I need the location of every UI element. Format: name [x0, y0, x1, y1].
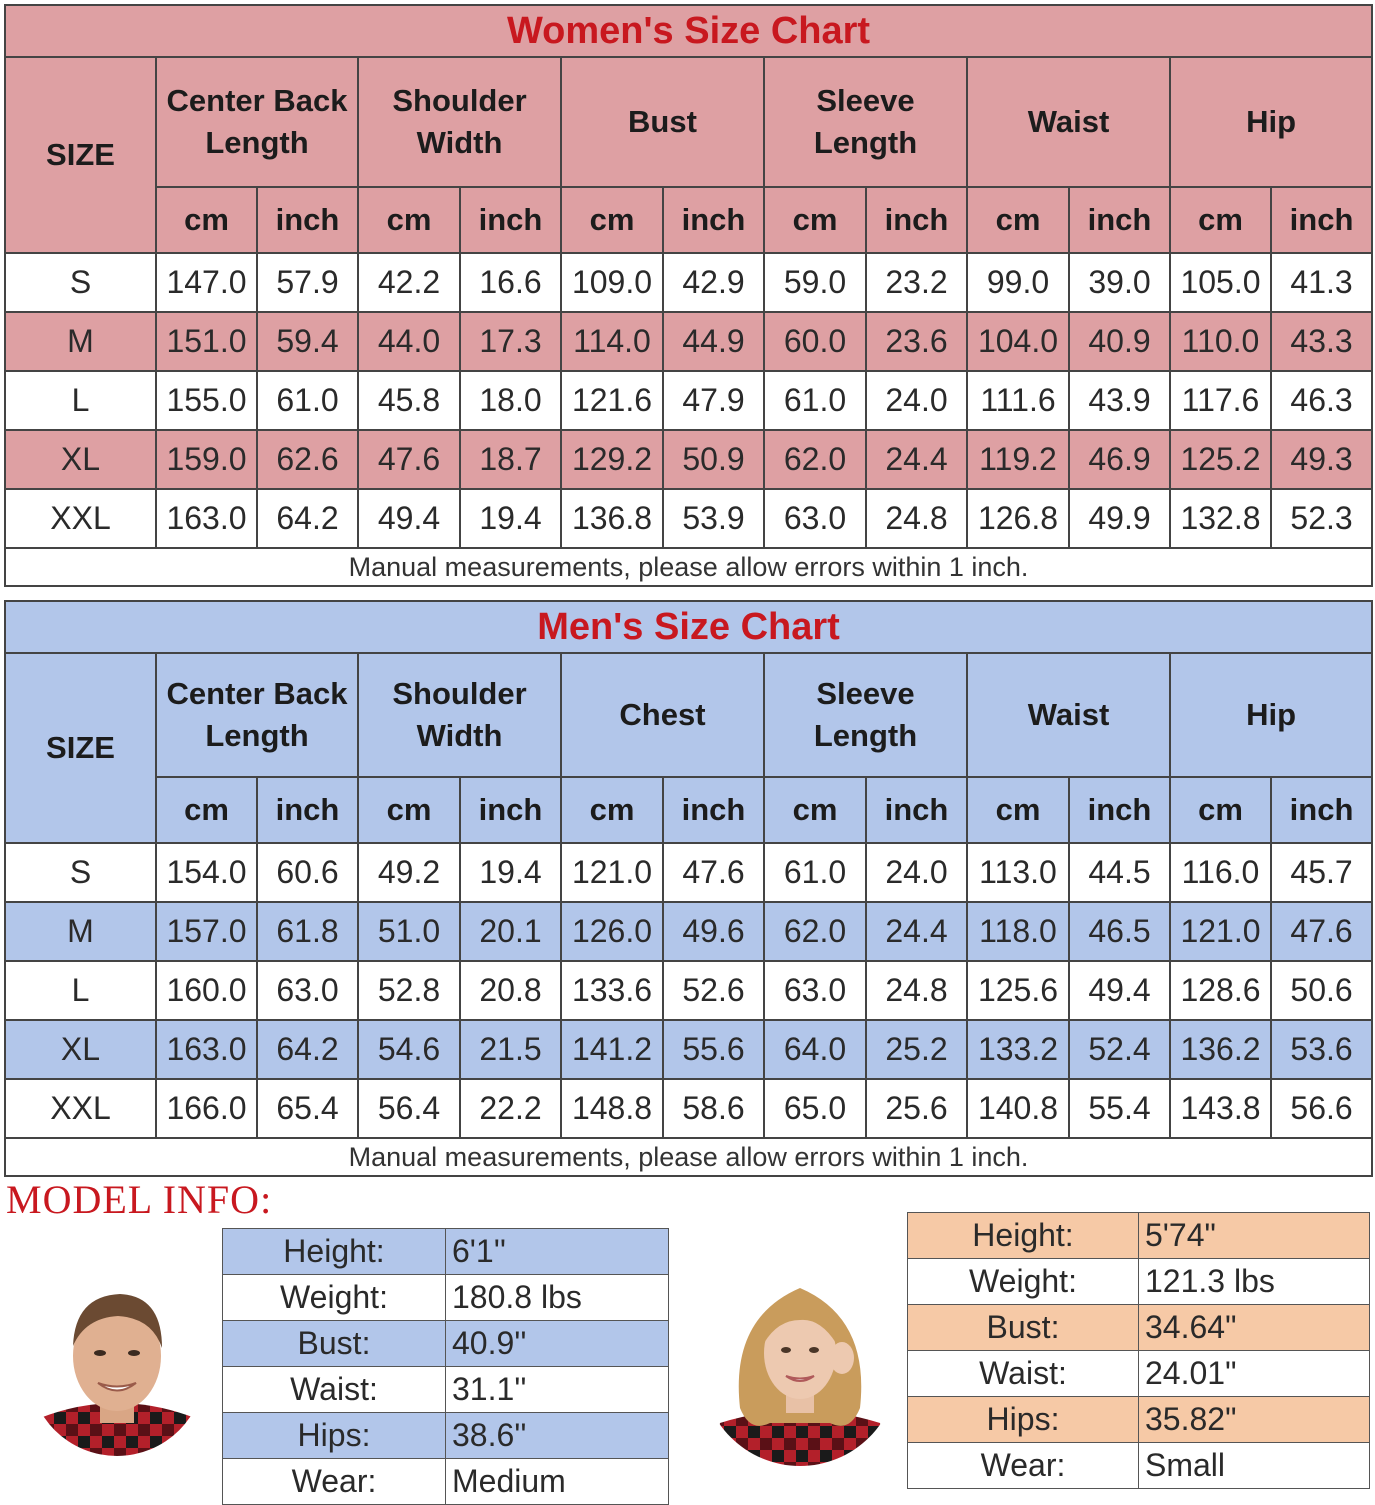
unit-cm-header: cm [1170, 777, 1271, 843]
measurement-cell: 24.4 [866, 430, 967, 489]
measurement-cell: 56.6 [1271, 1079, 1372, 1138]
measurement-cell: 61.8 [257, 902, 358, 961]
size-cell: M [5, 312, 156, 371]
info-value: 35.82" [1139, 1397, 1370, 1443]
measurement-cell: 49.4 [1069, 961, 1170, 1020]
info-label: Waist: [223, 1367, 446, 1413]
measurement-cell: 49.4 [358, 489, 460, 548]
measurement-cell: 61.0 [764, 843, 866, 902]
measurement-cell: 133.6 [561, 961, 663, 1020]
men-size-chart [4, 600, 1373, 1177]
info-value: 180.8 lbs [446, 1275, 669, 1321]
info-value: 6'1'' [446, 1229, 669, 1275]
measurement-cell: 18.0 [460, 371, 561, 430]
measurement-cell: 22.2 [460, 1079, 561, 1138]
measurement-cell: 154.0 [156, 843, 257, 902]
measurement-cell: 99.0 [967, 253, 1069, 312]
measurement-cell: 141.2 [561, 1020, 663, 1079]
measurement-cell: 24.8 [866, 489, 967, 548]
info-row [908, 1305, 1370, 1351]
unit-cm-header: cm [156, 187, 257, 253]
measurement-cell: 25.6 [866, 1079, 967, 1138]
measurement-cell: 58.6 [663, 1079, 764, 1138]
measurement-cell: 143.8 [1170, 1079, 1271, 1138]
unit-inch-header: inch [1069, 187, 1170, 253]
unit-cm-header: cm [156, 777, 257, 843]
measurement-cell: 54.6 [358, 1020, 460, 1079]
measurement-cell: 61.0 [257, 371, 358, 430]
measurement-cell: 148.8 [561, 1079, 663, 1138]
measurement-cell: 20.1 [460, 902, 561, 961]
measurement-cell: 47.6 [663, 843, 764, 902]
measurement-cell: 136.2 [1170, 1020, 1271, 1079]
measurement-cell: 118.0 [967, 902, 1069, 961]
unit-cm-header: cm [764, 777, 866, 843]
info-row [908, 1213, 1370, 1259]
measurement-cell: 20.8 [460, 961, 561, 1020]
measurement-cell: 23.2 [866, 253, 967, 312]
size-header: SIZE [5, 57, 156, 253]
measurement-cell: 155.0 [156, 371, 257, 430]
info-label: Waist: [908, 1351, 1139, 1397]
measurement-cell: 24.8 [866, 961, 967, 1020]
measurement-note: Manual measurements, please allow errors within 1 inch. [5, 548, 1372, 586]
measurement-cell: 65.4 [257, 1079, 358, 1138]
table-row [5, 902, 1372, 961]
measurement-cell: 55.4 [1069, 1079, 1170, 1138]
measurement-cell: 60.6 [257, 843, 358, 902]
measurement-cell: 119.2 [967, 430, 1069, 489]
measurement-cell: 62.6 [257, 430, 358, 489]
info-label: Bust: [223, 1321, 446, 1367]
measurement-cell: 104.0 [967, 312, 1069, 371]
size-cell: S [5, 253, 156, 312]
measurement-cell: 126.0 [561, 902, 663, 961]
measurement-cell: 24.4 [866, 902, 967, 961]
measurement-cell: 46.9 [1069, 430, 1170, 489]
measurement-cell: 53.9 [663, 489, 764, 548]
measurement-cell: 16.6 [460, 253, 561, 312]
measurement-cell: 117.6 [1170, 371, 1271, 430]
measurement-cell: 125.2 [1170, 430, 1271, 489]
info-value: 34.64" [1139, 1305, 1370, 1351]
info-label: Height: [223, 1229, 446, 1275]
table-row [5, 312, 1372, 371]
measurement-cell: 25.2 [866, 1020, 967, 1079]
measurement-cell: 116.0 [1170, 843, 1271, 902]
measurement-cell: 113.0 [967, 843, 1069, 902]
unit-inch-header: inch [460, 187, 561, 253]
info-value: 38.6'' [446, 1413, 669, 1459]
measurement-cell: 52.3 [1271, 489, 1372, 548]
table-row [5, 253, 1372, 312]
women-chart-title: Women's Size Chart [5, 5, 1372, 57]
measurement-cell: 105.0 [1170, 253, 1271, 312]
measurement-cell: 59.4 [257, 312, 358, 371]
measurement-cell: 47.6 [358, 430, 460, 489]
measurement-cell: 62.0 [764, 902, 866, 961]
measurement-cell: 64.0 [764, 1020, 866, 1079]
unit-inch-header: inch [866, 777, 967, 843]
measurement-note: Manual measurements, please allow errors within 1 inch. [5, 1138, 1372, 1176]
measurement-cell: 17.3 [460, 312, 561, 371]
column-header: Shoulder Width [358, 57, 561, 187]
measurement-cell: 147.0 [156, 253, 257, 312]
measurement-cell: 136.8 [561, 489, 663, 548]
unit-inch-header: inch [257, 777, 358, 843]
female-model-photo [700, 1258, 900, 1473]
measurement-cell: 121.0 [561, 843, 663, 902]
column-header: Chest [561, 653, 764, 777]
unit-inch-header: inch [460, 777, 561, 843]
measurement-cell: 163.0 [156, 1020, 257, 1079]
measurement-cell: 52.4 [1069, 1020, 1170, 1079]
info-row [223, 1367, 669, 1413]
unit-cm-header: cm [358, 777, 460, 843]
measurement-cell: 55.6 [663, 1020, 764, 1079]
info-row [908, 1443, 1370, 1489]
column-header: Shoulder Width [358, 653, 561, 777]
men-chart-title: Men's Size Chart [5, 601, 1372, 653]
measurement-cell: 109.0 [561, 253, 663, 312]
measurement-cell: 53.6 [1271, 1020, 1372, 1079]
measurement-cell: 125.6 [967, 961, 1069, 1020]
measurement-cell: 159.0 [156, 430, 257, 489]
measurement-cell: 23.6 [866, 312, 967, 371]
measurement-cell: 47.6 [1271, 902, 1372, 961]
info-label: Bust: [908, 1305, 1139, 1351]
table-row [5, 371, 1372, 430]
measurement-cell: 43.9 [1069, 371, 1170, 430]
measurement-cell: 42.2 [358, 253, 460, 312]
male-model-info [222, 1228, 669, 1505]
info-label: Wear: [908, 1443, 1139, 1489]
measurement-cell: 129.2 [561, 430, 663, 489]
table-row [5, 489, 1372, 548]
measurement-cell: 49.2 [358, 843, 460, 902]
male-model-photo [30, 1268, 205, 1468]
measurement-cell: 157.0 [156, 902, 257, 961]
measurement-cell: 63.0 [764, 961, 866, 1020]
measurement-cell: 64.2 [257, 1020, 358, 1079]
info-value: 40.9'' [446, 1321, 669, 1367]
unit-cm-header: cm [358, 187, 460, 253]
info-value: 24.01" [1139, 1351, 1370, 1397]
measurement-cell: 24.0 [866, 371, 967, 430]
measurement-cell: 44.5 [1069, 843, 1170, 902]
unit-inch-header: inch [866, 187, 967, 253]
measurement-cell: 110.0 [1170, 312, 1271, 371]
size-cell: S [5, 843, 156, 902]
table-row [5, 1079, 1372, 1138]
female-model-info [907, 1212, 1370, 1489]
info-row [908, 1397, 1370, 1443]
measurement-cell: 163.0 [156, 489, 257, 548]
measurement-cell: 50.9 [663, 430, 764, 489]
unit-inch-header: inch [663, 777, 764, 843]
measurement-cell: 140.8 [967, 1079, 1069, 1138]
measurement-cell: 132.8 [1170, 489, 1271, 548]
measurement-cell: 52.6 [663, 961, 764, 1020]
size-header: SIZE [5, 653, 156, 843]
unit-inch-header: inch [1271, 777, 1372, 843]
measurement-cell: 133.2 [967, 1020, 1069, 1079]
info-value: 5'74" [1139, 1213, 1370, 1259]
measurement-cell: 56.4 [358, 1079, 460, 1138]
info-row [223, 1275, 669, 1321]
column-header: Waist [967, 653, 1170, 777]
measurement-cell: 65.0 [764, 1079, 866, 1138]
measurement-cell: 63.0 [764, 489, 866, 548]
measurement-cell: 114.0 [561, 312, 663, 371]
size-cell: XXL [5, 1079, 156, 1138]
measurement-cell: 41.3 [1271, 253, 1372, 312]
measurement-cell: 18.7 [460, 430, 561, 489]
column-header: Bust [561, 57, 764, 187]
info-label: Hips: [223, 1413, 446, 1459]
column-header: Center Back Length [156, 653, 358, 777]
unit-cm-header: cm [764, 187, 866, 253]
measurement-cell: 121.0 [1170, 902, 1271, 961]
info-row [223, 1459, 669, 1505]
unit-cm-header: cm [561, 777, 663, 843]
size-cell: M [5, 902, 156, 961]
measurement-cell: 49.9 [1069, 489, 1170, 548]
unit-inch-header: inch [1271, 187, 1372, 253]
size-cell: XXL [5, 489, 156, 548]
measurement-cell: 111.6 [967, 371, 1069, 430]
measurement-cell: 39.0 [1069, 253, 1170, 312]
measurement-cell: 126.8 [967, 489, 1069, 548]
info-row [223, 1229, 669, 1275]
measurement-cell: 61.0 [764, 371, 866, 430]
measurement-cell: 44.9 [663, 312, 764, 371]
measurement-cell: 57.9 [257, 253, 358, 312]
measurement-cell: 46.5 [1069, 902, 1170, 961]
measurement-cell: 166.0 [156, 1079, 257, 1138]
measurement-cell: 49.3 [1271, 430, 1372, 489]
info-value: 31.1'' [446, 1367, 669, 1413]
info-value: Medium [446, 1459, 669, 1505]
info-row [908, 1351, 1370, 1397]
model-info-heading: MODEL INFO: [6, 1177, 273, 1222]
measurement-cell: 50.6 [1271, 961, 1372, 1020]
measurement-cell: 21.5 [460, 1020, 561, 1079]
measurement-cell: 62.0 [764, 430, 866, 489]
info-row [223, 1413, 669, 1459]
measurement-cell: 121.6 [561, 371, 663, 430]
info-row [908, 1259, 1370, 1305]
info-row [223, 1321, 669, 1367]
measurement-cell: 160.0 [156, 961, 257, 1020]
info-label: Wear: [223, 1459, 446, 1505]
unit-inch-header: inch [663, 187, 764, 253]
unit-cm-header: cm [1170, 187, 1271, 253]
info-label: Weight: [223, 1275, 446, 1321]
unit-cm-header: cm [967, 777, 1069, 843]
measurement-cell: 19.4 [460, 489, 561, 548]
measurement-cell: 52.8 [358, 961, 460, 1020]
table-row [5, 961, 1372, 1020]
column-header: Center Back Length [156, 57, 358, 187]
table-row [5, 1020, 1372, 1079]
column-header: Waist [967, 57, 1170, 187]
measurement-cell: 49.6 [663, 902, 764, 961]
measurement-cell: 60.0 [764, 312, 866, 371]
size-cell: XL [5, 1020, 156, 1079]
column-header: Sleeve Length [764, 57, 967, 187]
measurement-cell: 42.9 [663, 253, 764, 312]
measurement-cell: 151.0 [156, 312, 257, 371]
measurement-cell: 19.4 [460, 843, 561, 902]
info-label: Height: [908, 1213, 1139, 1259]
measurement-cell: 64.2 [257, 489, 358, 548]
table-row [5, 430, 1372, 489]
column-header: Sleeve Length [764, 653, 967, 777]
measurement-cell: 45.8 [358, 371, 460, 430]
table-row [5, 843, 1372, 902]
size-cell: XL [5, 430, 156, 489]
info-label: Hips: [908, 1397, 1139, 1443]
measurement-cell: 51.0 [358, 902, 460, 961]
unit-inch-header: inch [257, 187, 358, 253]
info-value: Small [1139, 1443, 1370, 1489]
measurement-cell: 43.3 [1271, 312, 1372, 371]
measurement-cell: 46.3 [1271, 371, 1372, 430]
women-size-chart [4, 4, 1373, 587]
column-header: Hip [1170, 653, 1372, 777]
info-value: 121.3 lbs [1139, 1259, 1370, 1305]
measurement-cell: 128.6 [1170, 961, 1271, 1020]
measurement-cell: 59.0 [764, 253, 866, 312]
info-label: Weight: [908, 1259, 1139, 1305]
measurement-cell: 24.0 [866, 843, 967, 902]
size-cell: L [5, 961, 156, 1020]
size-cell: L [5, 371, 156, 430]
measurement-cell: 44.0 [358, 312, 460, 371]
column-header: Hip [1170, 57, 1372, 187]
measurement-cell: 63.0 [257, 961, 358, 1020]
measurement-cell: 47.9 [663, 371, 764, 430]
measurement-cell: 45.7 [1271, 843, 1372, 902]
unit-cm-header: cm [561, 187, 663, 253]
unit-cm-header: cm [967, 187, 1069, 253]
unit-inch-header: inch [1069, 777, 1170, 843]
measurement-cell: 40.9 [1069, 312, 1170, 371]
